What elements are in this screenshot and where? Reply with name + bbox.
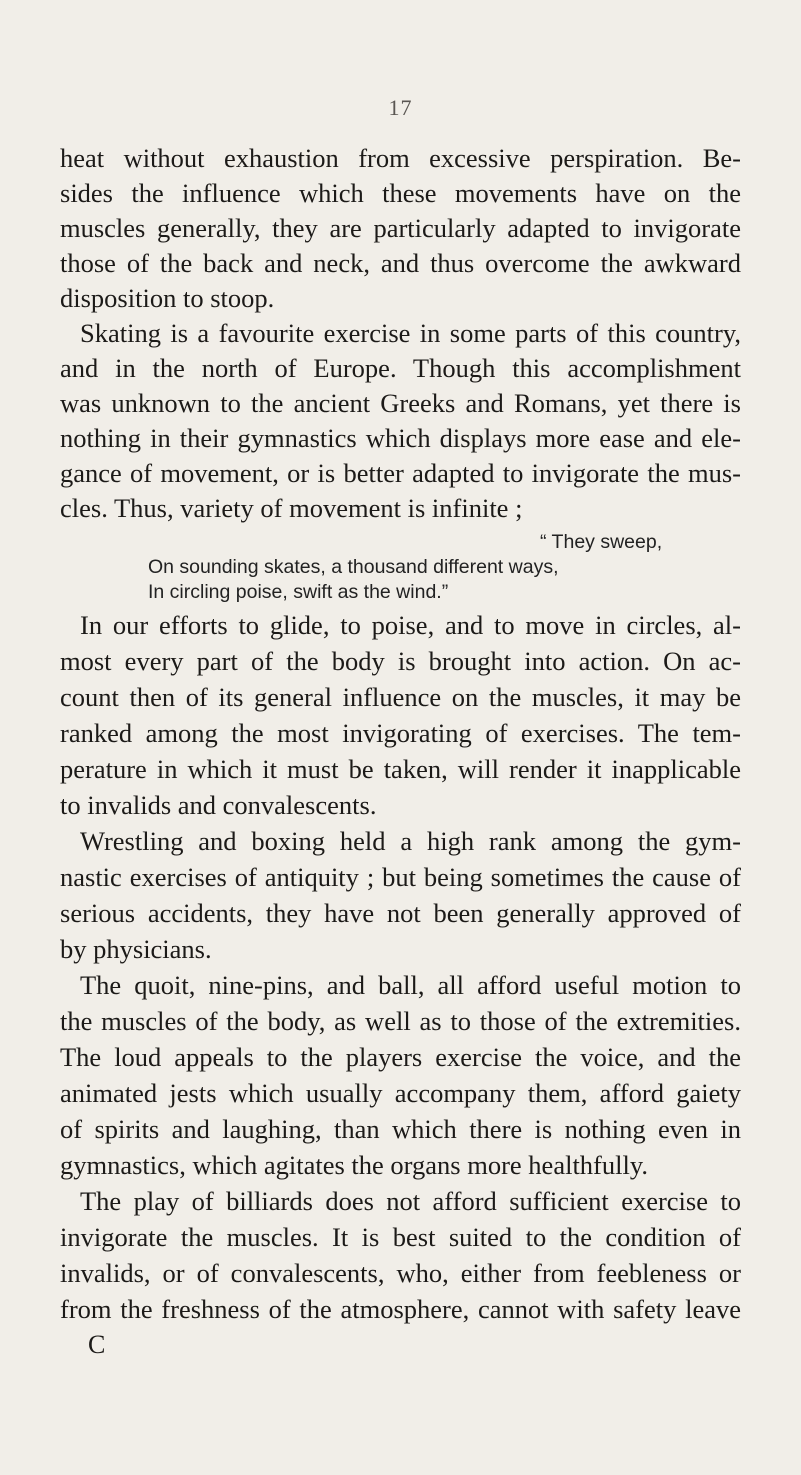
text-line: the muscles of the body, as well as to those of the extremities. [60,1006,741,1036]
text-line: muscles generally, they are particularly adapted to invigorate [60,213,741,243]
page-number: 17 [388,95,413,120]
text-line: invigorate the muscles. It is best suited to the condition of [60,1222,741,1252]
text-line: from the freshness of the atmosphere, cannot with safety leave [60,1294,741,1324]
text-line: In our efforts to glide, to poise, and to move in circles, al- [80,610,741,640]
text-line: ranked among the most invigorating of exercises. The tem- [60,718,741,748]
text-line: count then of its general influence on the muscles, it may be [60,682,741,712]
text-line: perature in which it must be taken, will render it inapplicable [60,754,741,784]
quote-line: “ They sweep, [540,531,663,553]
text-line: The play of billiards does not afford sufficient exercise to [80,1186,741,1216]
text-line: sides the influence which these movements have on the [60,178,741,208]
text-line: nothing in their gymnastics which displays more ease and ele- [60,423,741,453]
text-line: was unknown to the ancient Greeks and Romans, yet there is [60,388,741,418]
text-line: Skating is a favourite exercise in some parts of this country, [80,318,741,348]
text-line: The loud appeals to the players exercise the voice, and the [60,1042,741,1072]
text-line: cles. Thus, variety of movement is infinite ; [60,493,523,523]
text-line: to invalids and convalescents. [60,790,377,820]
quote-line: On sounding skates, a thousand different ways, [148,556,559,578]
text-line: invalids, or of convalescents, who, either from feebleness or [60,1258,741,1288]
quote-line: In circling poise, swift as the wind.” [148,581,449,603]
text-line: and in the north of Europe. Though this accomplishment [60,353,741,383]
text-line: by physicians. [60,934,212,964]
text-line: disposition to stoop. [60,283,275,313]
text-line: those of the back and neck, and thus overcome the awkward [60,248,741,278]
text-line: heat without exhaustion from excessive perspiration. Be- [60,143,741,173]
text-line: Wrestling and boxing held a high rank among the gym- [80,826,741,856]
text-line: gance of movement, or is better adapted to invigorate the mus- [60,458,741,488]
text-line: most every part of the body is brought into action. On ac- [60,646,741,676]
text-line: The quoit, nine-pins, and ball, all afford useful motion to [80,970,741,1000]
signature-mark: C [88,1330,106,1359]
text-line: gymnastics, which agitates the organs more healthfully. [60,1150,649,1180]
text-line: nastic exercises of antiquity ; but being sometimes the cause of [60,862,741,892]
text-line: animated jests which usually accompany them, afford gaiety [60,1078,741,1108]
text-line: serious accidents, they have not been generally approved of [60,898,741,928]
text-line: of spirits and laughing, than which there is nothing even in [60,1114,741,1144]
